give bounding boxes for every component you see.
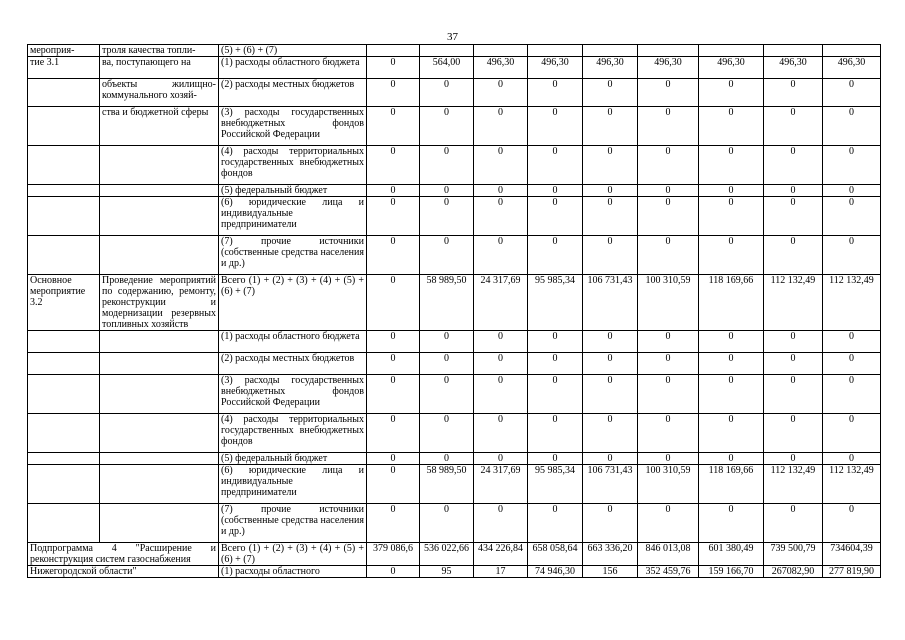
value-cell: 0 [699,236,764,275]
value-cell: 0 [583,375,638,414]
value-cell: 58 989,50 [420,275,474,331]
value-cell: 100 310,59 [638,275,699,331]
value-cell [823,45,881,57]
value-cell: 0 [474,504,528,543]
value-cell: 0 [528,107,583,146]
table-row [28,465,881,504]
measure-number-cell [28,465,100,504]
table-row [28,45,881,57]
value-cell: 0 [638,107,699,146]
value-cell: 0 [638,185,699,197]
value-cell: 739 500,79 [764,543,823,566]
value-cell: 24 317,69 [474,465,528,504]
table-row [28,543,881,566]
value-cell: 734604,39 [823,543,881,566]
value-cell: 0 [638,197,699,236]
value-cell: 0 [528,236,583,275]
value-cell: 0 [638,146,699,185]
value-cell: 0 [367,465,420,504]
value-cell: 106 731,43 [583,465,638,504]
value-cell: 496,30 [528,57,583,79]
funding-source-cell: (6) юридические лица и индивидуальные предприниматели [219,197,367,236]
value-cell: 0 [699,331,764,353]
value-cell: 0 [764,504,823,543]
funding-source-cell: (5) федеральный бюджет [219,185,367,197]
program-name-cell: Подпрограмма 4 "Расширение и реконструкция систем газоснабжения [28,543,219,566]
table-row [28,375,881,414]
value-cell: 0 [583,197,638,236]
value-cell: 0 [367,57,420,79]
measure-number-cell: Основное мероприятие 3.2 [28,275,100,331]
value-cell: 0 [823,197,881,236]
value-cell: 100 310,59 [638,465,699,504]
value-cell: 0 [823,353,881,375]
value-cell: 0 [528,197,583,236]
table-row [28,566,881,578]
value-cell: 0 [638,331,699,353]
value-cell: 0 [823,185,881,197]
funding-source-cell: (4) расходы территориальных государственных внебюджетных фондов [219,146,367,185]
measure-number-cell [28,504,100,543]
value-cell: 0 [699,185,764,197]
value-cell: 0 [699,414,764,453]
table-row [28,146,881,185]
value-cell: 0 [367,504,420,543]
value-cell: 0 [764,353,823,375]
value-cell: 0 [528,146,583,185]
value-cell: 118 169,66 [699,275,764,331]
value-cell: 0 [420,375,474,414]
measure-name-cell [100,236,219,275]
table-row [28,236,881,275]
value-cell: 0 [699,197,764,236]
table-row [28,353,881,375]
measure-number-cell [28,79,100,107]
value-cell: 0 [583,453,638,465]
measure-name-cell: Проведение мероприятий по содержанию, ремонту, реконструкции и модернизации резервных топливных хозяйств [100,275,219,331]
value-cell: 0 [823,504,881,543]
value-cell: 564,00 [420,57,474,79]
value-cell: 0 [420,146,474,185]
value-cell: 0 [638,353,699,375]
measure-name-cell [100,453,219,465]
value-cell [420,45,474,57]
measure-name-cell [100,331,219,353]
value-cell: 0 [474,185,528,197]
measure-name-cell [100,146,219,185]
measure-number-cell [28,236,100,275]
value-cell: 159 166,70 [699,566,764,578]
value-cell: 0 [764,414,823,453]
value-cell: 0 [367,414,420,453]
value-cell: 112 132,49 [823,465,881,504]
value-cell: 0 [367,375,420,414]
value-cell: 74 946,30 [528,566,583,578]
funding-source-cell: (5) + (6) + (7) [219,45,367,57]
value-cell: 156 [583,566,638,578]
value-cell: 0 [699,146,764,185]
table-row [28,57,881,79]
value-cell: 0 [367,275,420,331]
value-cell: 0 [528,79,583,107]
value-cell: 0 [764,185,823,197]
value-cell: 0 [699,79,764,107]
value-cell: 496,30 [474,57,528,79]
value-cell [528,45,583,57]
value-cell [638,45,699,57]
value-cell: 0 [583,236,638,275]
value-cell: 24 317,69 [474,275,528,331]
value-cell: 0 [420,353,474,375]
value-cell: 95 985,34 [528,465,583,504]
value-cell: 0 [420,236,474,275]
value-cell: 0 [638,414,699,453]
value-cell: 0 [367,79,420,107]
value-cell: 0 [823,375,881,414]
value-cell: 0 [583,107,638,146]
value-cell: 0 [474,414,528,453]
value-cell: 0 [420,197,474,236]
measure-name-cell: ва, поступающего на [100,57,219,79]
value-cell: 0 [764,79,823,107]
value-cell: 106 731,43 [583,275,638,331]
table-row [28,107,881,146]
measure-name-cell [100,465,219,504]
value-cell: 0 [474,107,528,146]
value-cell: 0 [528,453,583,465]
funding-source-cell: (7) прочие источники (собственные средства населения и др.) [219,236,367,275]
value-cell: 536 022,66 [420,543,474,566]
value-cell: 0 [528,185,583,197]
funding-source-cell: (4) расходы территориальных государственных внебюджетных фондов [219,414,367,453]
value-cell: 0 [638,375,699,414]
measure-number-cell [28,146,100,185]
value-cell: 434 226,84 [474,543,528,566]
measure-name-cell [100,414,219,453]
value-cell: 0 [583,185,638,197]
value-cell: 0 [823,107,881,146]
page-number: 37 [447,31,458,43]
funding-source-cell: (7) прочие источники (собственные средства населения и др.) [219,504,367,543]
value-cell: 663 336,20 [583,543,638,566]
value-cell: 0 [583,331,638,353]
measure-name-cell [100,375,219,414]
value-cell: 0 [583,146,638,185]
value-cell: 0 [583,414,638,453]
funding-source-cell: (6) юридические лица и индивидуальные предприниматели [219,465,367,504]
table-row [28,275,881,331]
value-cell: 0 [764,331,823,353]
value-cell [367,45,420,57]
value-cell: 0 [823,453,881,465]
value-cell: 0 [420,504,474,543]
measure-number-cell [28,331,100,353]
value-cell: 0 [474,353,528,375]
measure-number-cell [28,453,100,465]
value-cell: 0 [420,331,474,353]
table-row [28,79,881,107]
funding-source-cell: (1) расходы областного бюджета [219,57,367,79]
value-cell: 58 989,50 [420,465,474,504]
measure-name-cell [100,197,219,236]
value-cell: 0 [474,331,528,353]
measure-name-cell [100,504,219,543]
value-cell [699,45,764,57]
measure-number-cell [28,185,100,197]
value-cell: 0 [583,353,638,375]
funding-source-cell: (5) федеральный бюджет [219,453,367,465]
value-cell: 0 [699,375,764,414]
value-cell: 0 [420,414,474,453]
value-cell: 0 [699,353,764,375]
value-cell: 0 [823,146,881,185]
value-cell: 352 459,76 [638,566,699,578]
value-cell: 496,30 [823,57,881,79]
budget-table [27,44,881,578]
value-cell: 0 [764,236,823,275]
value-cell: 846 013,08 [638,543,699,566]
funding-source-cell: (3) расходы государственных внебюджетных фондов Российской Федерации [219,375,367,414]
value-cell: 0 [764,375,823,414]
value-cell: 0 [367,107,420,146]
program-name-cell: Нижегородской области" [28,566,219,578]
value-cell: 0 [823,414,881,453]
funding-source-cell: (2) расходы местных бюджетов [219,79,367,107]
funding-source-cell: Всего (1) + (2) + (3) + (4) + (5) + (6) + (7) [219,543,367,566]
measure-number-cell [28,414,100,453]
measure-name-cell: ства и бюджетной сферы [100,107,219,146]
funding-source-cell: Всего (1) + (2) + (3) + (4) + (5) + (6) + (7) [219,275,367,331]
value-cell: 0 [583,504,638,543]
measure-name-cell: объекты жилищно-коммунального хозяй- [100,79,219,107]
measure-number-cell: мероприя- [28,45,100,57]
value-cell: 496,30 [699,57,764,79]
table-row [28,197,881,236]
value-cell: 0 [528,353,583,375]
measure-number-cell: тие 3.1 [28,57,100,79]
value-cell: 0 [583,79,638,107]
value-cell: 0 [823,79,881,107]
value-cell: 0 [367,197,420,236]
value-cell [474,45,528,57]
table-row [28,453,881,465]
value-cell: 0 [699,504,764,543]
value-cell: 0 [764,453,823,465]
value-cell: 112 132,49 [764,275,823,331]
value-cell: 0 [367,185,420,197]
value-cell: 0 [638,453,699,465]
measure-number-cell [28,353,100,375]
value-cell: 0 [474,375,528,414]
measure-number-cell [28,375,100,414]
table-row [28,414,881,453]
value-cell: 0 [764,146,823,185]
value-cell: 0 [420,107,474,146]
measure-number-cell [28,197,100,236]
value-cell: 658 058,64 [528,543,583,566]
value-cell: 496,30 [583,57,638,79]
value-cell: 0 [764,107,823,146]
value-cell: 0 [474,146,528,185]
table-row [28,504,881,543]
value-cell: 0 [528,375,583,414]
value-cell: 0 [367,566,420,578]
value-cell: 0 [474,79,528,107]
value-cell: 496,30 [764,57,823,79]
funding-source-cell: (1) расходы областного [219,566,367,578]
value-cell: 0 [638,79,699,107]
funding-source-cell: (3) расходы государственных внебюджетных фондов Российской Федерации [219,107,367,146]
value-cell: 0 [638,504,699,543]
funding-source-cell: (2) расходы местных бюджетов [219,353,367,375]
value-cell: 0 [420,453,474,465]
value-cell: 0 [474,197,528,236]
value-cell: 277 819,90 [823,566,881,578]
measure-name-cell [100,353,219,375]
value-cell: 118 169,66 [699,465,764,504]
value-cell: 0 [367,331,420,353]
value-cell: 112 132,49 [823,275,881,331]
value-cell: 0 [699,107,764,146]
value-cell: 0 [420,79,474,107]
measure-name-cell [100,185,219,197]
table-row [28,185,881,197]
value-cell [764,45,823,57]
value-cell: 95 985,34 [528,275,583,331]
table-row [28,331,881,353]
value-cell: 496,30 [638,57,699,79]
value-cell: 0 [367,146,420,185]
value-cell: 0 [638,236,699,275]
measure-number-cell [28,107,100,146]
value-cell: 0 [474,236,528,275]
value-cell: 0 [764,197,823,236]
value-cell [583,45,638,57]
value-cell: 0 [474,453,528,465]
value-cell: 0 [699,453,764,465]
value-cell: 0 [367,453,420,465]
value-cell: 0 [528,414,583,453]
value-cell: 17 [474,566,528,578]
value-cell: 0 [367,236,420,275]
value-cell: 0 [528,331,583,353]
value-cell: 601 380,49 [699,543,764,566]
value-cell: 379 086,6 [367,543,420,566]
value-cell: 0 [823,331,881,353]
value-cell: 0 [367,353,420,375]
value-cell: 95 [420,566,474,578]
value-cell: 0 [528,504,583,543]
measure-name-cell: троля качества топли- [100,45,219,57]
value-cell: 0 [823,236,881,275]
value-cell: 112 132,49 [764,465,823,504]
value-cell: 0 [420,185,474,197]
value-cell: 267082,90 [764,566,823,578]
funding-source-cell: (1) расходы областного бюджета [219,331,367,353]
